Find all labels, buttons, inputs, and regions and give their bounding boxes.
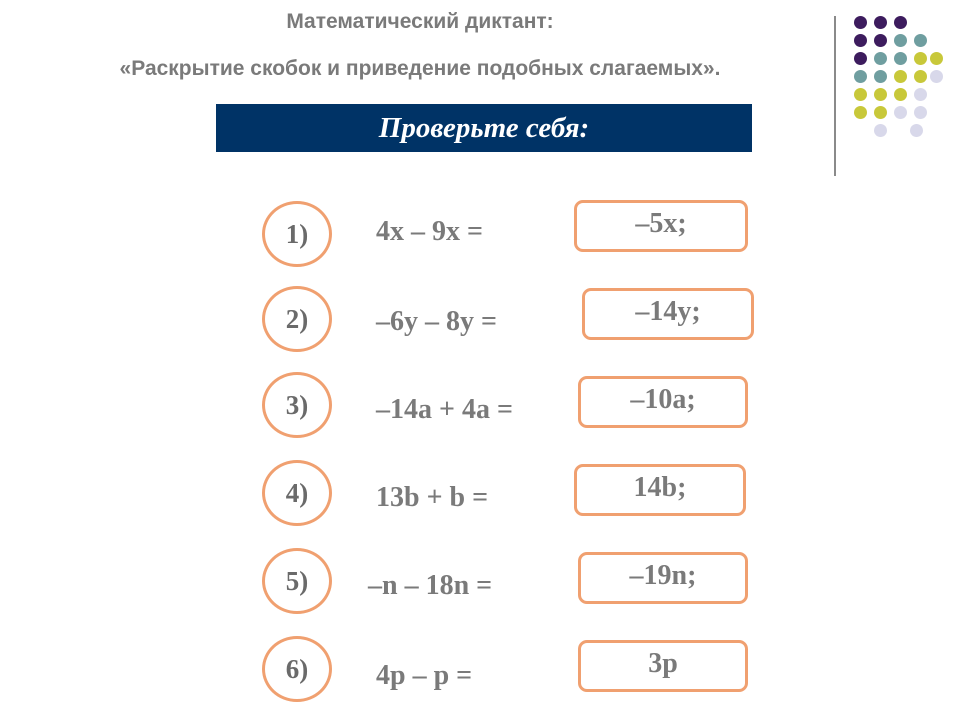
answer-box-3: –10a; xyxy=(578,376,748,428)
decorative-dot xyxy=(894,70,907,83)
decorative-dot xyxy=(894,106,907,119)
check-yourself-banner: Проверьте себя: xyxy=(216,104,752,152)
exercise-expression-3: –14a + 4a = xyxy=(376,394,513,425)
decorative-dot xyxy=(914,34,927,47)
exercise-expression-6: 4p – p = xyxy=(376,660,473,691)
decorative-dot xyxy=(914,52,927,65)
decorative-dot xyxy=(894,34,907,47)
decorative-dot xyxy=(894,16,907,29)
exercise-number-1: 1) xyxy=(262,201,332,267)
page-subtitle: «Раскрытие скобок и приведение подобных слагаемых». xyxy=(119,57,721,80)
decorative-dot xyxy=(854,88,867,101)
decorative-dot xyxy=(930,52,943,65)
answer-box-1: –5x; xyxy=(574,200,748,252)
exercise-expression-1: 4x – 9x = xyxy=(376,216,483,247)
exercise-number-6: 6) xyxy=(262,636,332,702)
decorative-dot xyxy=(854,34,867,47)
decorative-divider xyxy=(834,16,836,176)
answer-box-5: –19n; xyxy=(578,552,748,604)
exercise-number-3: 3) xyxy=(262,372,332,438)
decorative-dot xyxy=(874,88,887,101)
exercise-number-4: 4) xyxy=(262,460,332,526)
decorative-dot xyxy=(930,70,943,83)
exercise-expression-5: –n – 18n = xyxy=(368,570,493,601)
decorative-dot xyxy=(854,52,867,65)
decorative-dot xyxy=(874,106,887,119)
decorative-dot xyxy=(910,124,923,137)
decorative-dot xyxy=(874,16,887,29)
decorative-dot xyxy=(914,106,927,119)
decorative-dot xyxy=(894,88,907,101)
decorative-dot xyxy=(874,70,887,83)
exercise-number-2: 2) xyxy=(262,286,332,352)
exercise-expression-4: 13b + b = xyxy=(376,482,489,513)
answer-box-4: 14b; xyxy=(574,464,746,516)
decorative-dot xyxy=(854,106,867,119)
decorative-dot xyxy=(874,34,887,47)
decorative-dot xyxy=(854,16,867,29)
decorative-dot xyxy=(854,70,867,83)
exercise-number-5: 5) xyxy=(262,548,332,614)
decorative-dot xyxy=(914,88,927,101)
answer-box-6: 3p xyxy=(578,640,748,692)
answer-box-2: –14y; xyxy=(582,288,754,340)
decorative-dot xyxy=(874,124,887,137)
exercise-expression-2: –6y – 8y = xyxy=(376,306,497,337)
decorative-dot xyxy=(914,70,927,83)
page-title: Математический диктант: xyxy=(286,10,554,33)
decorative-dot xyxy=(894,52,907,65)
decorative-dot xyxy=(874,52,887,65)
